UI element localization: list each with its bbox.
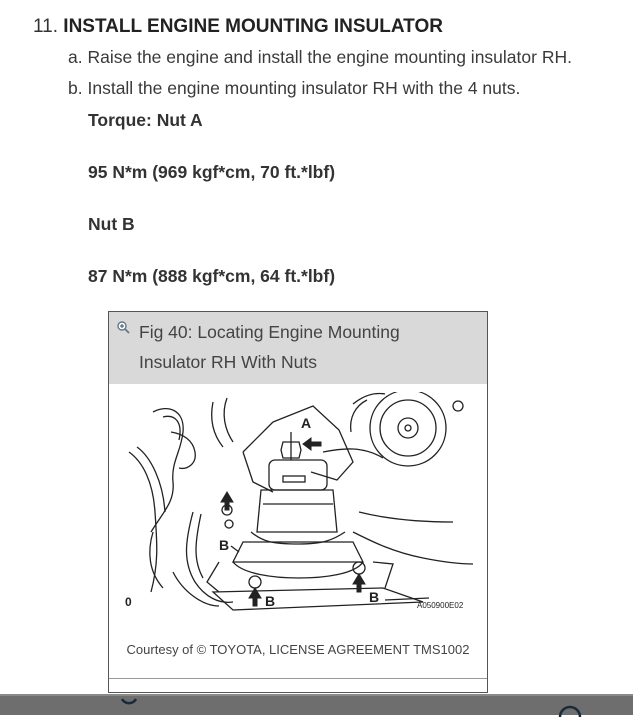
figure-credit: Courtesy of © TOYOTA, LICENSE AGREEMENT TMS1002 [126,642,470,657]
substep-b [68,78,520,99]
figure-code: A050900E02 [417,601,464,610]
nut-b-label: Nut B [88,214,135,234]
substep-letter: b. [68,78,83,98]
step-number: 11. [33,16,59,37]
magnifier-plus-icon[interactable] [117,321,130,334]
nut-a-value: 95 N*m (969 kgf*cm, 70 ft.*lbf) [88,162,336,182]
label-b-left: B [219,537,230,553]
label-b-bottom: B [265,593,276,609]
label-b-right: B [369,589,380,605]
nut-b-value: 87 N*m (888 kgf*cm, 64 ft.*lbf) [88,266,336,286]
figure-title: Fig 40: Locating Engine Mounting Insulator RH With Nuts [139,322,400,372]
step-heading [33,16,443,38]
figure-divider [109,678,487,679]
figure-box [108,311,488,693]
substep-a [68,47,572,68]
arc-icon[interactable] [558,705,582,717]
torque-label: Torque: Nut A [88,110,203,130]
label-o: 0 [125,595,132,609]
substep-letter: a. [68,47,83,67]
figure-header[interactable] [109,312,487,384]
substep-text: Install the engine mounting insulator RH with the 4 nuts. [87,78,521,98]
label-a: A [301,415,312,431]
circle-icon[interactable] [118,691,140,713]
engine-mount-diagram [123,392,475,620]
step-title: INSTALL ENGINE MOUNTING INSULATOR [63,16,443,37]
bottom-toolbar [0,694,633,715]
substep-text: Raise the engine and install the engine mounting insulator RH. [87,47,572,67]
